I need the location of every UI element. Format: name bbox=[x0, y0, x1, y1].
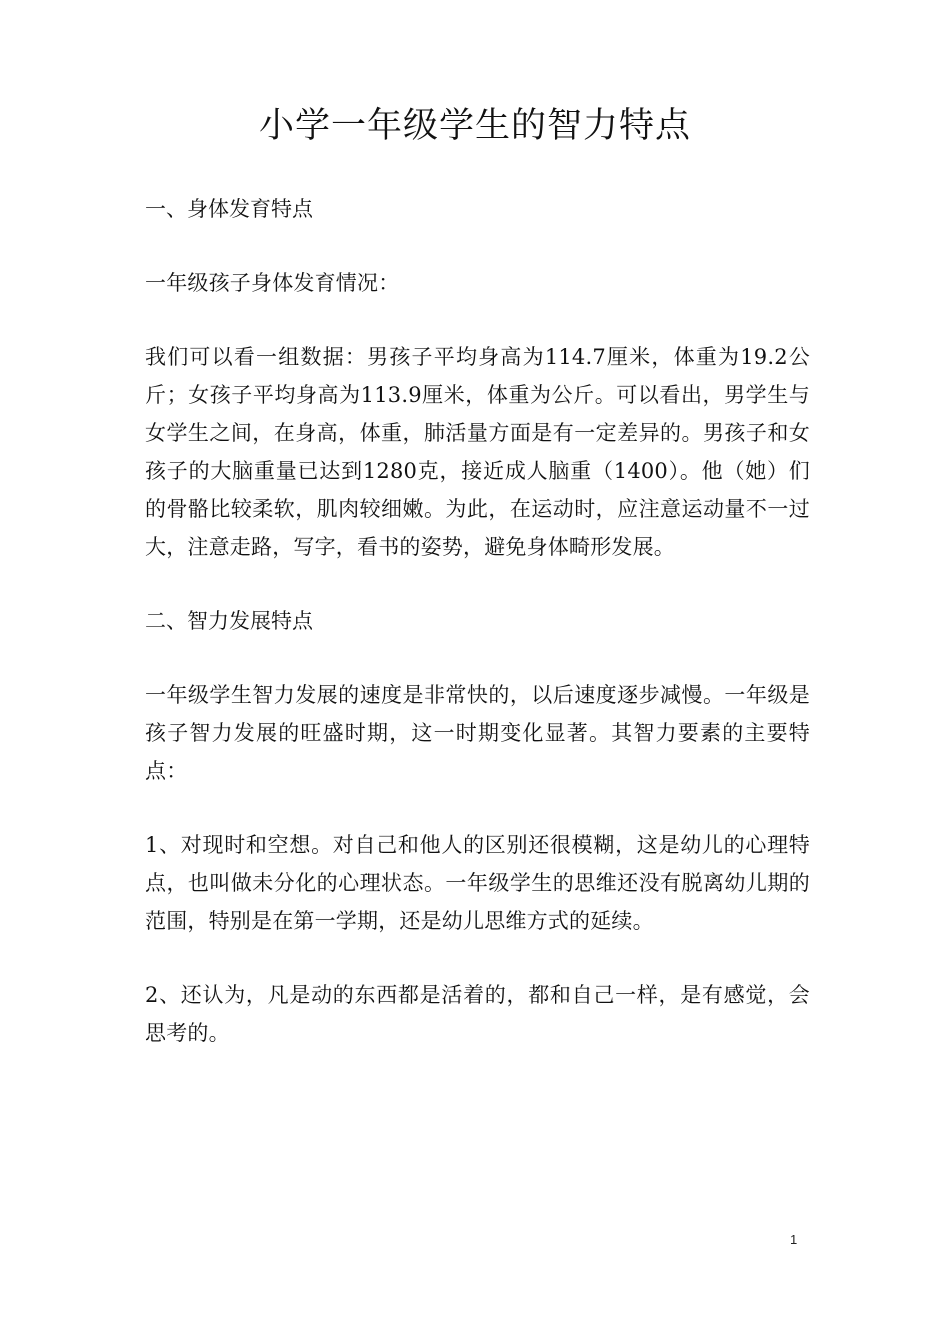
document-body bbox=[145, 190, 810, 1088]
paragraph-point-1: 1、对现时和空想。对自己和他人的区别还很模糊，这是幼儿的心理特点，也叫做未分化的心理状态。一年级学生的思维还没有脱离幼儿期的范围，特别是在第一学期，还是幼儿思维方式的延续。 bbox=[145, 833, 810, 933]
paragraph-intellect-intro: 一年级学生智力发展的速度是非常快的，以后速度逐步减慢。一年级是孩子智力发展的旺盛时期，这一时期变化显著。其智力要素的主要特点： bbox=[145, 683, 810, 783]
page-number: 1 bbox=[790, 1232, 798, 1247]
paragraph-physical-intro: 一年级孩子身体发育情况： bbox=[145, 271, 400, 295]
paragraph-point-2: 2、还认为，凡是动的东西都是活着的，都和自己一样，是有感觉，会思考的。 bbox=[145, 983, 810, 1045]
paragraph-physical-data: 我们可以看一组数据：男孩子平均身高为114.7厘米，体重为19.2公斤；女孩子平均身高为113.9厘米，体重为公斤。可以看出，男学生与女学生之间，在身高，体重，肺活量方面是有一定差异的。男孩子和女孩子的大脑重量已达到1280克，接近成人脑重（1400）。他（她）们的骨骼比较柔软，肌肉较细嫩。为此，在运动时，应注意运动量不一过大，注意走路，写字，看书的姿势，避免身体畸形发展。 bbox=[145, 345, 810, 559]
section-heading-intellect: 二、智力发展特点 bbox=[145, 609, 313, 633]
section-heading-physical: 一、身体发育特点 bbox=[145, 197, 313, 221]
document-title: 小学一年级学生的智力特点 bbox=[258, 106, 691, 146]
